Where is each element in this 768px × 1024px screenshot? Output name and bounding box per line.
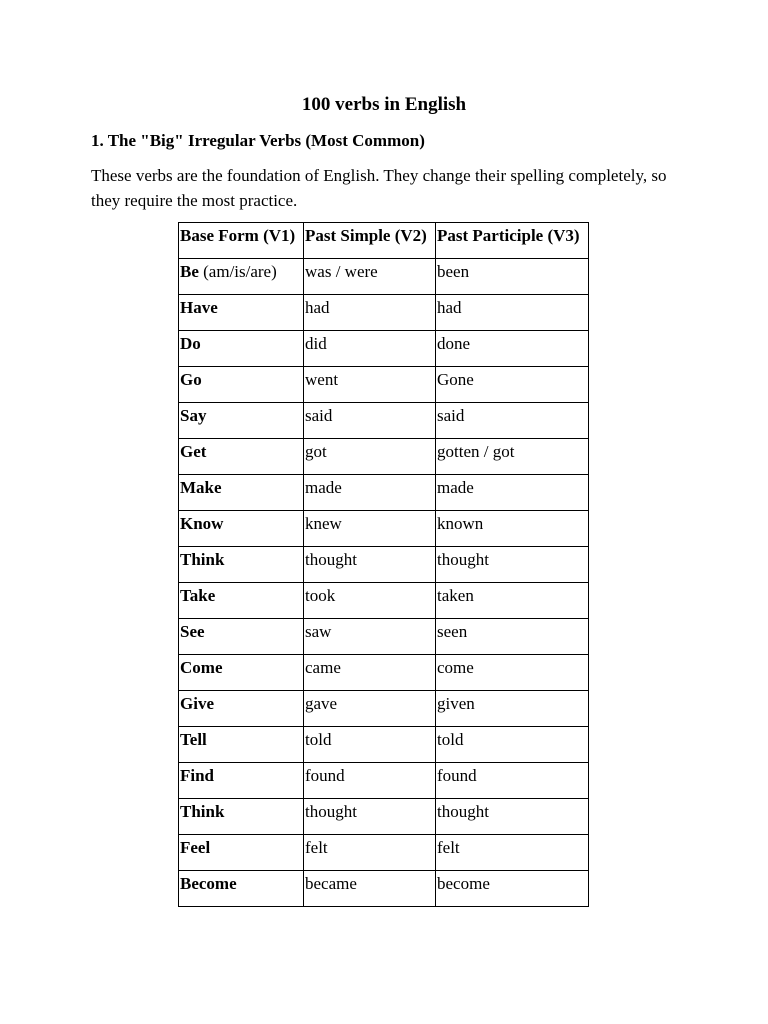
table-row (179, 583, 589, 619)
past-participle-cell: found (436, 763, 589, 799)
base-form-word: Think (180, 550, 225, 569)
past-participle-cell: been (436, 259, 589, 295)
past-participle-cell: seen (436, 619, 589, 655)
base-form-word: See (180, 622, 205, 641)
base-form-cell (179, 475, 304, 511)
table-row (179, 367, 589, 403)
table-row (179, 511, 589, 547)
base-form-note: (am/is/are) (198, 262, 277, 281)
table-row (179, 331, 589, 367)
base-form-word: Say (180, 406, 207, 425)
past-simple-cell: did (304, 331, 436, 367)
past-simple-cell: thought (304, 799, 436, 835)
base-form-word: Know (180, 514, 224, 533)
past-simple-cell: thought (304, 547, 436, 583)
verbs-table (178, 222, 589, 907)
past-participle-cell: had (436, 295, 589, 331)
past-simple-cell: got (304, 439, 436, 475)
table-header-row (179, 223, 589, 259)
base-form-word: Think (180, 802, 225, 821)
base-form-cell (179, 331, 304, 367)
past-participle-cell: thought (436, 799, 589, 835)
past-simple-cell: was / were (304, 259, 436, 295)
base-form-cell (179, 763, 304, 799)
past-simple-cell: said (304, 403, 436, 439)
table-body (179, 259, 589, 907)
header-past-participle: Past Participle (V3) (436, 223, 589, 259)
section-heading: 1. The "Big" Irregular Verbs (Most Common) (91, 131, 425, 150)
header-base-form: Base Form (V1) (179, 223, 304, 259)
base-form-cell (179, 799, 304, 835)
past-simple-cell: felt (304, 835, 436, 871)
base-form-word: Find (180, 766, 215, 785)
past-simple-cell: told (304, 727, 436, 763)
past-simple-cell: gave (304, 691, 436, 727)
base-form-cell (179, 439, 304, 475)
header-past-simple: Past Simple (V2) (304, 223, 436, 259)
base-form-cell (179, 835, 304, 871)
past-simple-cell: knew (304, 511, 436, 547)
base-form-word: Become (180, 874, 237, 893)
table-row (179, 403, 589, 439)
table-row (179, 259, 589, 295)
base-form-word: Have (180, 298, 218, 317)
past-simple-cell: came (304, 655, 436, 691)
base-form-cell (179, 295, 304, 331)
past-participle-cell: taken (436, 583, 589, 619)
past-simple-cell: took (304, 583, 436, 619)
base-form-word: Take (180, 586, 216, 605)
base-form-cell (179, 691, 304, 727)
base-form-word: Tell (180, 730, 207, 749)
intro-paragraph: These verbs are the foundation of English. They change their spelling completely, so they require the most practice. (91, 166, 667, 210)
past-participle-cell: gotten / got (436, 439, 589, 475)
base-form-cell (179, 871, 304, 907)
past-participle-cell: made (436, 475, 589, 511)
base-form-word: Feel (180, 838, 211, 857)
table-row (179, 547, 589, 583)
page-title: 100 verbs in English (301, 94, 467, 115)
past-participle-cell: given (436, 691, 589, 727)
base-form-word: Get (180, 442, 207, 461)
base-form-word: Make (180, 478, 222, 497)
base-form-cell (179, 655, 304, 691)
past-simple-cell: had (304, 295, 436, 331)
table-row (179, 655, 589, 691)
base-form-word: Be (180, 262, 199, 281)
table-row (179, 727, 589, 763)
base-form-cell (179, 727, 304, 763)
past-participle-cell: come (436, 655, 589, 691)
base-form-cell (179, 511, 304, 547)
past-participle-cell: done (436, 331, 589, 367)
past-participle-cell: said (436, 403, 589, 439)
base-form-cell (179, 367, 304, 403)
base-form-cell (179, 619, 304, 655)
table-row (179, 763, 589, 799)
table-row (179, 439, 589, 475)
past-simple-cell: went (304, 367, 436, 403)
table-row (179, 691, 589, 727)
base-form-word: Go (180, 370, 202, 389)
base-form-word: Give (180, 694, 214, 713)
past-simple-cell: made (304, 475, 436, 511)
base-form-cell (179, 259, 304, 295)
base-form-cell (179, 403, 304, 439)
base-form-word: Come (180, 658, 223, 677)
past-participle-cell: told (436, 727, 589, 763)
past-participle-cell: become (436, 871, 589, 907)
past-simple-cell: saw (304, 619, 436, 655)
past-simple-cell: found (304, 763, 436, 799)
base-form-word: Do (180, 334, 201, 353)
table-row (179, 871, 589, 907)
table-row (179, 295, 589, 331)
past-participle-cell: Gone (436, 367, 589, 403)
table-row (179, 799, 589, 835)
table-row (179, 619, 589, 655)
base-form-cell (179, 583, 304, 619)
table-row (179, 475, 589, 511)
past-participle-cell: thought (436, 547, 589, 583)
past-participle-cell: felt (436, 835, 589, 871)
base-form-cell (179, 547, 304, 583)
table-row (179, 835, 589, 871)
past-participle-cell: known (436, 511, 589, 547)
past-simple-cell: became (304, 871, 436, 907)
